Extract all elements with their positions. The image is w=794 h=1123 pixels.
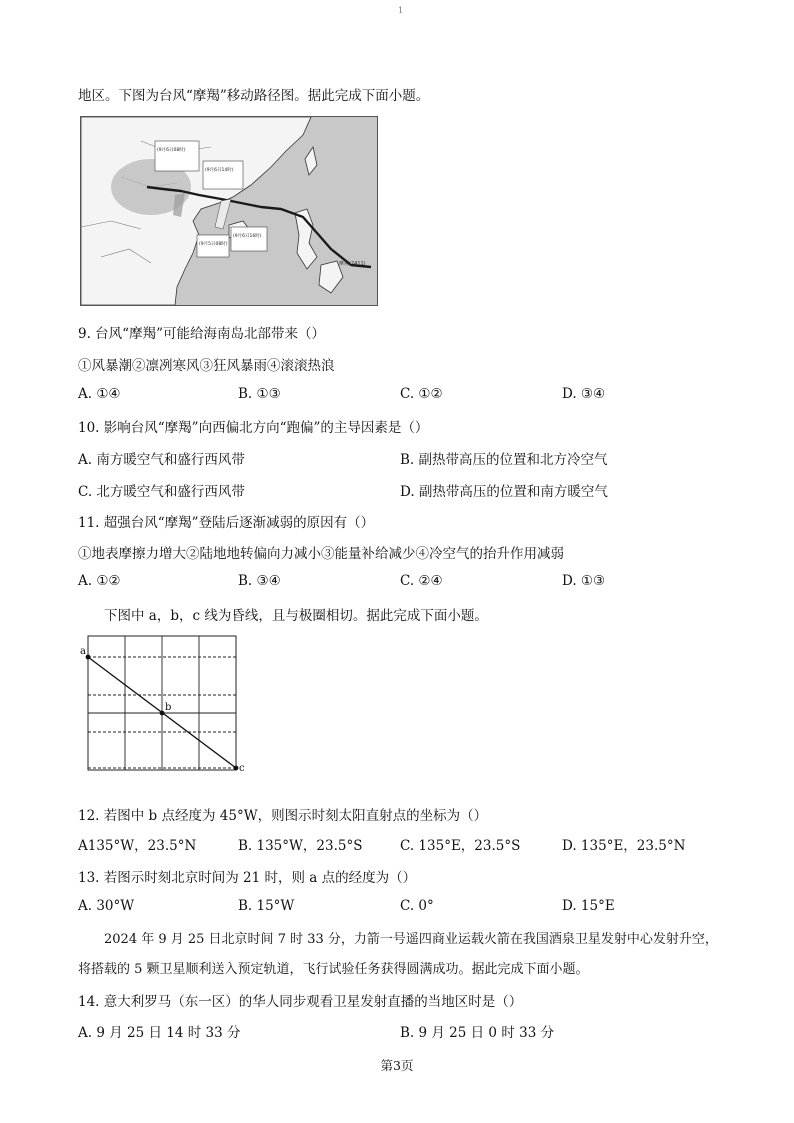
question-12-option-d[interactable]: D. 135°E，23.5°N — [562, 838, 686, 854]
question-14-option-b[interactable]: B. 9 月 25 日 0 时 33 分 — [400, 1025, 555, 1041]
question-9-option-a[interactable]: A. ①④ — [78, 386, 121, 402]
callout-label-2: (9月6日14时) — [205, 168, 234, 173]
question-10-stem: 10. 影响台风“摩羯”向西偏北方向“跑偏”的主导因素是（） — [78, 420, 429, 436]
question-9-option-b[interactable]: B. ①③ — [238, 386, 281, 402]
rocket-paragraph-line-2: 将搭载的 5 颗卫星顺利送入预定轨道，飞行试验任务获得圆满成功。据此完成下面小题。 — [78, 962, 589, 977]
question-14-stem: 14. 意大利罗马（东一区）的华人同步观看卫星发射直播的当地区时是（） — [78, 994, 523, 1010]
callout-box-1 — [155, 141, 199, 171]
question-13-option-a[interactable]: A. 30°W — [78, 898, 135, 914]
typhoon-map-svg — [81, 117, 377, 305]
question-13-stem: 13. 若图示时刻北京时间为 21 时，则 a 点的经度为（） — [78, 870, 417, 886]
question-10-option-a[interactable]: A. 南方暖空气和盛行西风带 — [78, 452, 245, 468]
question-12-option-a[interactable]: A135°W，23.5°N — [78, 838, 197, 854]
question-12-option-b[interactable]: B. 135°W，23.5°S — [238, 838, 363, 854]
question-11-option-a[interactable]: A. ①② — [78, 573, 121, 589]
question-13-option-d[interactable]: D. 15°E — [562, 898, 615, 914]
page-mark: 1 — [398, 6, 404, 15]
question-10-option-c[interactable]: C. 北方暖空气和盛行西风带 — [78, 484, 245, 500]
question-9-stem: 9. 台风“摩羯”可能给海南岛北部带来（） — [78, 326, 325, 342]
typhoon-track-map — [80, 116, 378, 306]
point-a-label: a — [80, 646, 86, 657]
question-11-statements: ①地表摩擦力增大②陆地地转偏向力减小③能量补给减少④冷空气的抬升作用减弱 — [78, 546, 564, 562]
typhoon-name-label: 摩羯(2411) — [339, 261, 366, 267]
point-b-label: b — [165, 702, 172, 713]
callout-label-3: (9月6日16时) — [233, 234, 262, 239]
question-12-stem: 12. 若图中 b 点经度为 45°W，则图示时刻太阳直射点的坐标为（） — [78, 808, 488, 824]
callout-box-3 — [231, 227, 267, 251]
point-c-label: c — [239, 763, 245, 774]
point-a-dot — [86, 655, 91, 660]
question-11-stem: 11. 超强台风“摩羯”登陆后逐渐减弱的原因有（） — [78, 515, 375, 531]
question-13-option-c[interactable]: C. 0° — [400, 898, 434, 914]
intro-line: 地区。下图为台风“摩羯”移动路径图。据此完成下面小题。 — [78, 88, 430, 104]
callout-label-1: (9月6日08时) — [157, 148, 186, 153]
question-11-option-d[interactable]: D. ①③ — [562, 573, 606, 589]
question-9-statements: ①风暴潮②凛冽寒风③狂风暴雨④滚滚热浪 — [78, 358, 335, 374]
question-14-option-a[interactable]: A. 9 月 25 日 14 时 33 分 — [78, 1025, 241, 1041]
question-9-option-c[interactable]: C. ①② — [400, 386, 443, 402]
question-10-option-b[interactable]: B. 副热带高压的位置和北方冷空气 — [400, 452, 608, 468]
question-10-option-d[interactable]: D. 副热带高压的位置和南方暖空气 — [400, 484, 608, 500]
question-11-option-c[interactable]: C. ②④ — [400, 573, 443, 589]
terminator-grid-svg — [78, 630, 248, 780]
grid-figure-intro: 下图中 a，b，c 线为昏线，且与极圈相切。据此完成下面小题。 — [104, 608, 488, 624]
terminator-grid-figure — [78, 630, 248, 784]
question-9-option-d[interactable]: D. ③④ — [562, 386, 606, 402]
point-b-dot — [160, 711, 165, 716]
question-12-option-c[interactable]: C. 135°E，23.5°S — [400, 838, 521, 854]
rocket-paragraph-line-1: 2024 年 9 月 25 日北京时间 7 时 33 分，力箭一号遥四商业运载火箭在我国酒泉卫星发射中心发射升空， — [104, 932, 718, 947]
point-c-dot — [234, 766, 239, 771]
page-footer: 第3页 — [380, 1058, 414, 1073]
callout-box-2 — [203, 161, 243, 189]
question-13-option-b[interactable]: B. 15°W — [238, 898, 295, 914]
callout-label-4: (9月5日08时) — [199, 242, 228, 247]
question-11-option-b[interactable]: B. ③④ — [238, 573, 281, 589]
